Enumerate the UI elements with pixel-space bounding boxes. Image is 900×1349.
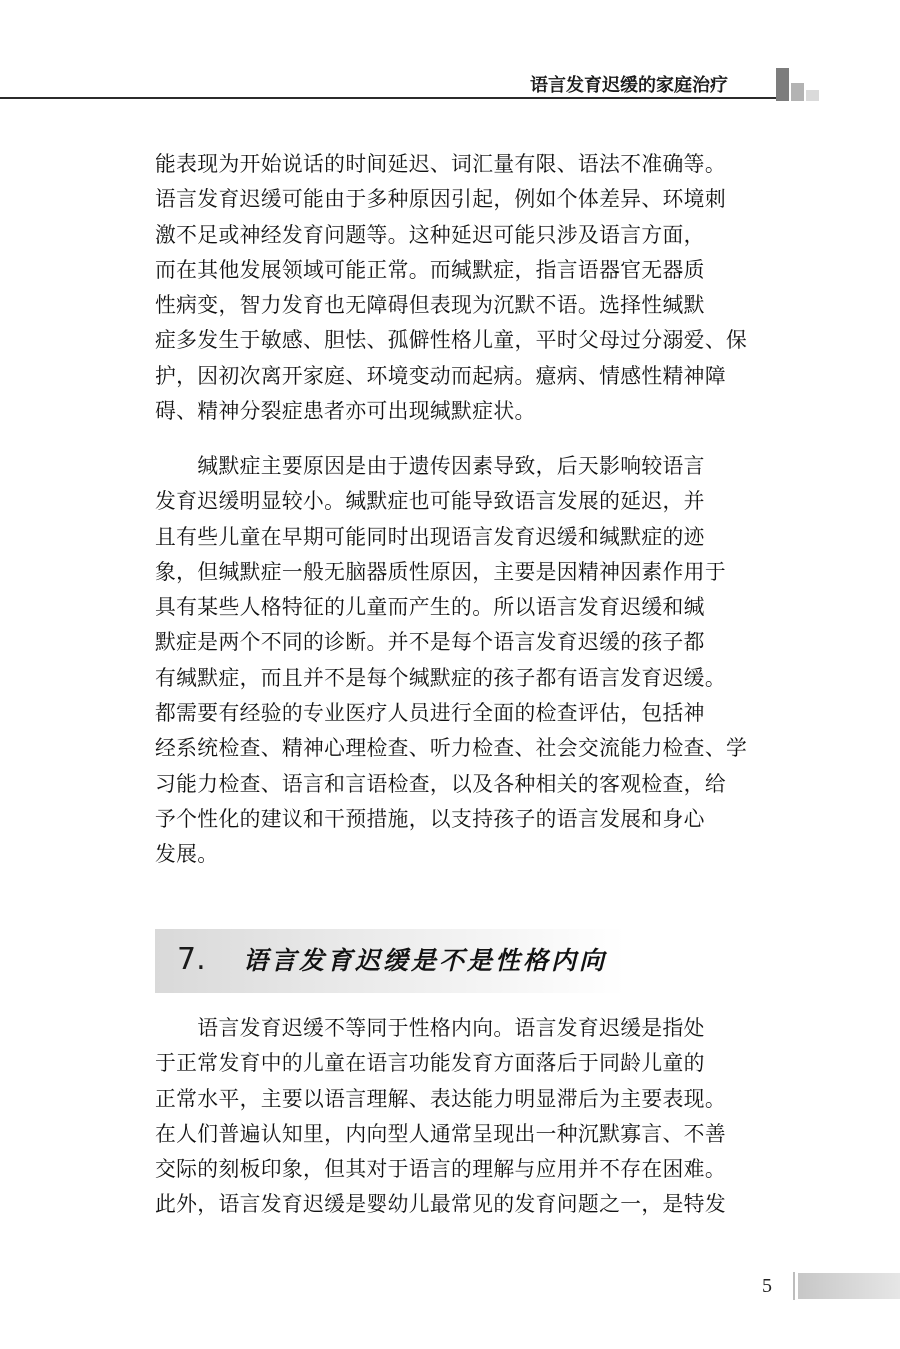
paragraph-2 [155,449,795,873]
section-title: 语言发育迟缓是不是性格内向 [243,946,608,975]
running-header-title: 语言发育迟缓的家庭治疗 [530,75,728,96]
text-line: 予个性化的建议和干预措施，以支持孩子的语言发展和身心 [155,806,705,831]
section-number: 7. [177,942,206,977]
paragraph-1 [155,147,795,429]
text-line: 语言发育迟缓不等同于性格内向。语言发育迟缓是指处 [155,1016,705,1040]
text-line: 且有些儿童在早期可能同时出现语言发育迟缓和缄默症的迹 [155,524,705,549]
text-line: 都需要有经验的专业医疗人员进行全面的检查评估，包括神 [155,701,705,726]
text-line: 习能力检查、语言和言语检查，以及各种相关的客观检查，给 [155,771,726,796]
footer-decor-bar [798,1273,900,1299]
text-line: 默症是两个不同的诊断。并不是每个语言发育迟缓的孩子都 [155,630,705,655]
page-number: 5 [762,1275,772,1297]
text-line: 激不足或神经发育问题等。这种延迟可能只涉及语言方面， [155,222,705,247]
footer-rule [793,1272,795,1300]
header-decor-block [791,83,804,101]
text-line: 发育迟缓明显较小。缄默症也可能导致语言发展的延迟，并 [155,489,705,514]
text-line: 此外，语言发育迟缓是婴幼儿最常见的发育问题之一，是特发 [155,1192,726,1217]
text-line: 象，但缄默症一般无脑器质性原因，主要是因精神因素作用于 [155,559,726,584]
text-line: 护，因初次离开家庭、环境变动而起病。癔病、情感性精神障 [155,363,726,388]
header-decor-block [806,90,819,101]
header-rule [0,97,776,99]
text-line: 于正常发育中的儿童在语言功能发育方面落后于同龄儿童的 [155,1051,705,1076]
text-line: 有缄默症，而且并不是每个缄默症的孩子都有语言发育迟缓。 [155,665,726,690]
paragraph-3 [155,1011,795,1223]
text-line: 交际的刻板印象，但其对于语言的理解与应用并不存在困难。 [155,1157,726,1182]
text-line: 症多发生于敏感、胆怯、孤僻性格儿童，平时父母过分溺爱、保 [155,328,748,353]
text-line: 而在其他发展领域可能正常。而缄默症，指言语器官无器质 [155,257,705,282]
text-line: 能表现为开始说话的时间延迟、词汇量有限、语法不准确等。 [155,152,726,176]
text-line: 性病变，智力发育也无障碍但表现为沉默不语。选择性缄默 [155,293,705,318]
header-decor-block [776,68,789,101]
text-line: 具有某些人格特征的儿童而产生的。所以语言发育迟缓和缄 [155,595,705,620]
text-line: 语言发育迟缓可能由于多种原因引起，例如个体差异、环境刺 [155,187,726,212]
text-line: 碍、精神分裂症患者亦可出现缄默症状。 [155,399,536,424]
text-line: 经系统检查、精神心理检查、听力检查、社会交流能力检查、学 [155,736,748,761]
text-line: 正常水平，主要以语言理解、表达能力明显滞后为主要表现。 [155,1086,726,1111]
text-line: 缄默症主要原因是由于遗传因素导致，后天影响较语言 [155,454,705,478]
text-line: 发展。 [155,842,219,867]
text-line: 在人们普遍认知里，内向型人通常呈现出一种沉默寡言、不善 [155,1121,726,1146]
